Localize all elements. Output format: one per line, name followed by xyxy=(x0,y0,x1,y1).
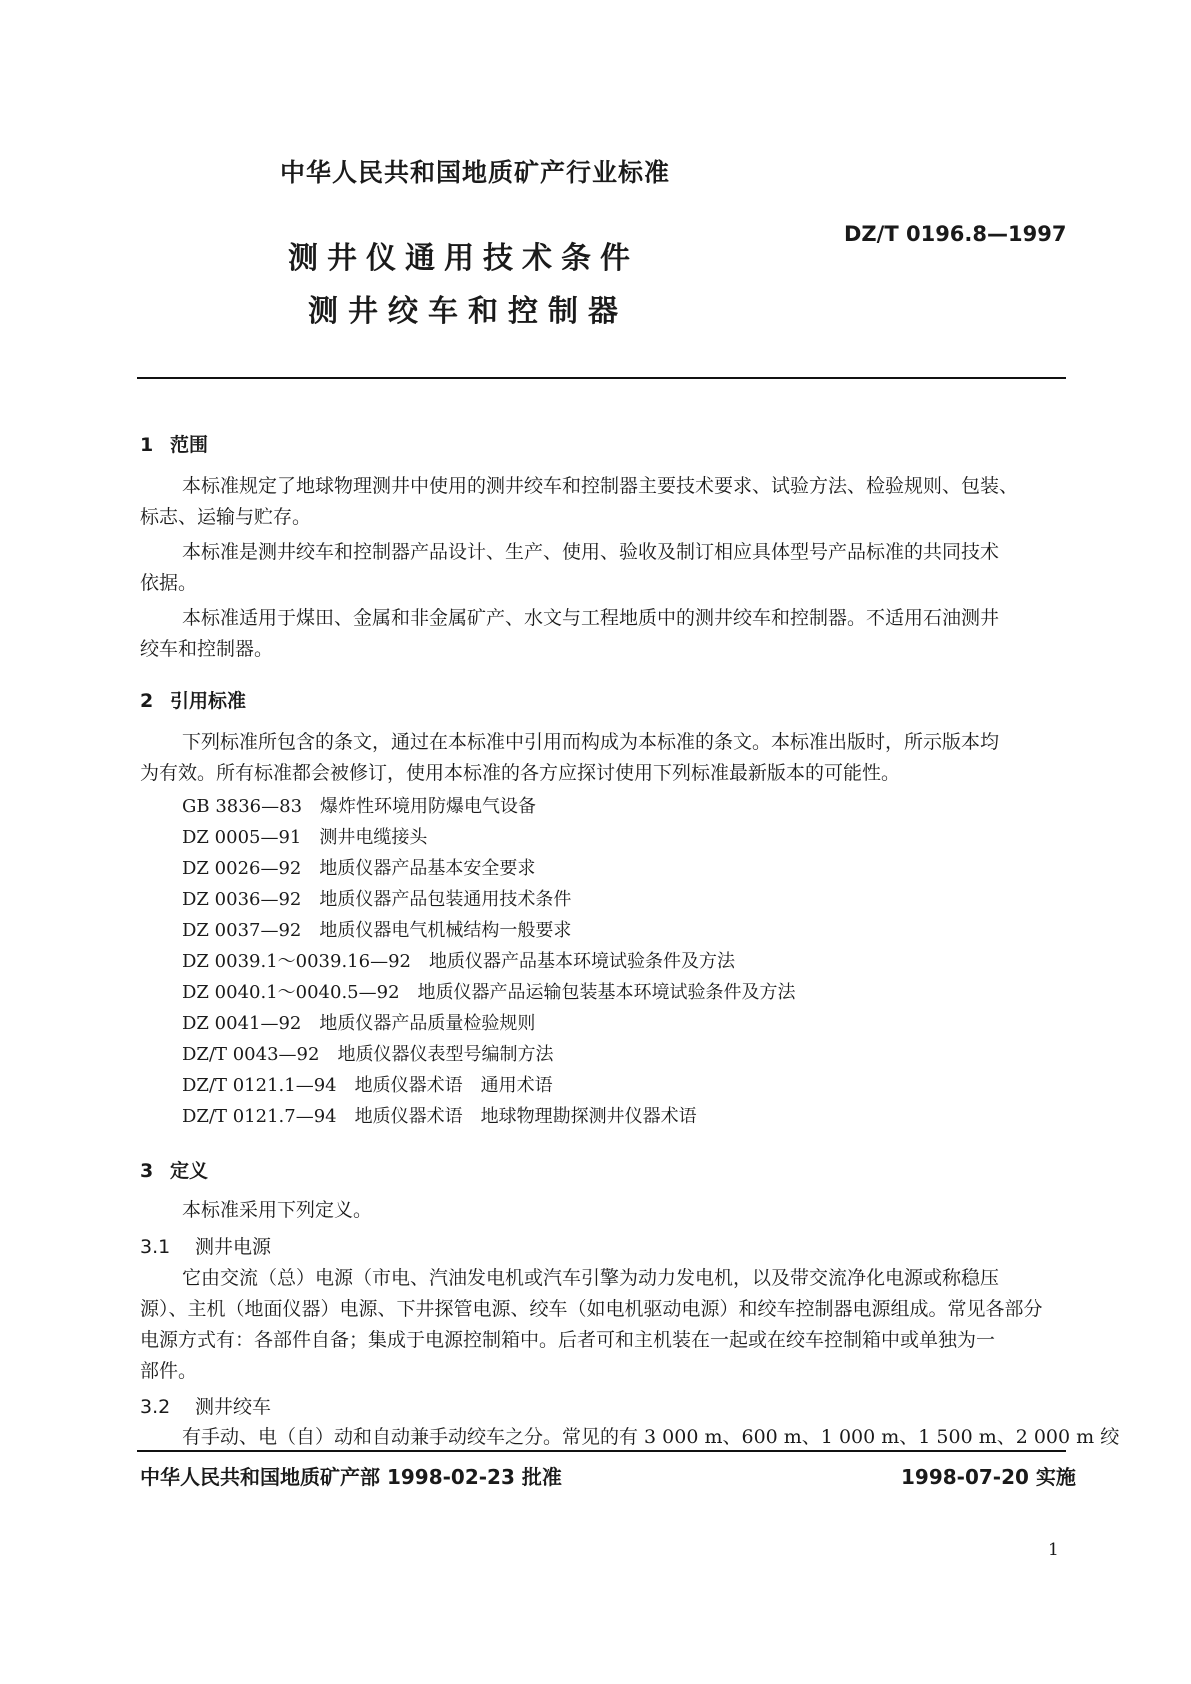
section-number: 3 xyxy=(140,1160,154,1182)
reference-item xyxy=(182,978,796,1004)
paragraph-line: 绞车和控制器。 xyxy=(140,638,274,660)
reference-code: DZ/T 0043—92 xyxy=(182,1044,320,1065)
reference-name: 地质仪器仪表型号编制方法 xyxy=(337,1044,554,1065)
reference-code: DZ 0036—92 xyxy=(182,889,302,910)
section-title: 引用标准 xyxy=(170,690,247,712)
reference-name: 地质仪器产品包装通用技术条件 xyxy=(319,889,572,910)
paragraph-line: 有手动、电（自）动和自动兼手动绞车之分。常见的有 3 000 m、600 m、1 000 m、1 500 m、2 000 m 绞 xyxy=(182,1426,1120,1448)
reference-code: DZ/T 0121.1—94 xyxy=(182,1075,337,1096)
paragraph-line: 为有效。所有标准都会被修订，使用本标准的各方应探讨使用下列标准最新版本的可能性。 xyxy=(140,762,901,784)
footer-divider xyxy=(137,1450,1066,1452)
section-number: 2 xyxy=(140,690,154,712)
reference-code: DZ 0039.1～0039.16—92 xyxy=(182,951,411,972)
section-3-heading xyxy=(140,1156,208,1183)
reference-code: DZ 0026—92 xyxy=(182,858,302,879)
reference-code: DZ 0041—92 xyxy=(182,1013,302,1034)
paragraph-line: 本标准规定了地球物理测井中使用的测井绞车和控制器主要技术要求、试验方法、检验规则、包装、 xyxy=(182,475,1019,497)
reference-item xyxy=(182,823,427,849)
reference-name: 地质仪器产品运输包装基本环境试验条件及方法 xyxy=(417,982,796,1003)
reference-name: 测井电缆接头 xyxy=(319,827,428,848)
reference-name: 地质仪器产品基本环境试验条件及方法 xyxy=(428,951,735,972)
reference-item xyxy=(182,885,571,911)
reference-code: DZ 0037—92 xyxy=(182,920,302,941)
reference-item xyxy=(182,854,535,880)
reference-item xyxy=(182,916,571,942)
subsection-number: 3.2 xyxy=(140,1396,171,1418)
issuing-organization: 中华人民共和国地质矿产行业标准 xyxy=(280,158,671,187)
paragraph-line: 它由交流（总）电源（市电、汽油发电机或汽车引擎为动力发电机，以及带交流净化电源或称稳压 xyxy=(182,1267,1000,1289)
reference-name: 地质仪器电气机械结构一般要求 xyxy=(319,920,572,941)
paragraph-line: 依据。 xyxy=(140,572,198,594)
reference-name: 爆炸性环境用防爆电气设备 xyxy=(320,796,537,817)
reference-item xyxy=(182,1009,535,1035)
section-title: 范围 xyxy=(170,434,209,456)
paragraph-line: 下列标准所包含的条文，通过在本标准中引用而构成为本标准的条文。本标准出版时，所示版本均 xyxy=(182,731,1000,753)
reference-code: DZ 0005—91 xyxy=(182,827,302,848)
reference-item xyxy=(182,792,536,818)
header-divider xyxy=(137,377,1066,379)
paragraph-line: 本标准采用下列定义。 xyxy=(182,1199,373,1221)
page-number: 1 xyxy=(1048,1540,1059,1560)
paragraph-line: 电源方式有：各部件自备；集成于电源控制箱中。后者可和主机装在一起或在绞车控制箱中或单独为一 xyxy=(140,1329,996,1351)
reference-name: 地质仪器产品基本安全要求 xyxy=(319,858,536,879)
reference-item xyxy=(182,1040,553,1066)
reference-code: DZ/T 0121.7—94 xyxy=(182,1106,337,1127)
subsection-3-2-heading xyxy=(140,1392,271,1419)
reference-code: DZ 0040.1～0040.5—92 xyxy=(182,982,400,1003)
section-1-heading xyxy=(140,430,208,457)
paragraph-line: 本标准适用于煤田、金属和非金属矿产、水文与工程地质中的测井绞车和控制器。不适用石油测井 xyxy=(182,607,1000,629)
reference-name: 地质仪器产品质量检验规则 xyxy=(319,1013,536,1034)
subsection-title: 测井电源 xyxy=(195,1236,272,1258)
paragraph-line: 部件。 xyxy=(140,1360,198,1382)
subsection-title: 测井绞车 xyxy=(195,1396,272,1418)
paragraph-line: 源）、主机（地面仪器）电源、下井探管电源、绞车（如电机驱动电源）和绞车控制器电源组成。常见各部分 xyxy=(140,1298,1043,1320)
document-title-line2: 测井绞车和控制器 xyxy=(308,294,628,329)
reference-item xyxy=(182,947,735,973)
subsection-3-1-heading xyxy=(140,1232,271,1259)
reference-item xyxy=(182,1071,553,1097)
standard-code: DZ/T 0196.8—1997 xyxy=(844,222,1067,246)
section-2-heading xyxy=(140,686,246,713)
paragraph-line: 标志、运输与贮存。 xyxy=(140,506,312,528)
section-title: 定义 xyxy=(170,1160,209,1182)
implementation-date: 1998-07-20 实施 xyxy=(901,1465,1076,1489)
section-number: 1 xyxy=(140,434,154,456)
document-title-line1: 测井仪通用技术条件 xyxy=(288,241,639,276)
reference-name: 地质仪器术语 通用术语 xyxy=(354,1075,553,1096)
approval-line: 中华人民共和国地质矿产部 1998-02-23 批准 xyxy=(140,1465,562,1489)
reference-name: 地质仪器术语 地球物理勘探测井仪器术语 xyxy=(354,1106,697,1127)
paragraph-line: 本标准是测井绞车和控制器产品设计、生产、使用、验收及制订相应具体型号产品标准的共同技术 xyxy=(182,541,1000,563)
reference-item xyxy=(182,1102,697,1128)
subsection-number: 3.1 xyxy=(140,1236,171,1258)
reference-code: GB 3836—83 xyxy=(182,796,303,817)
